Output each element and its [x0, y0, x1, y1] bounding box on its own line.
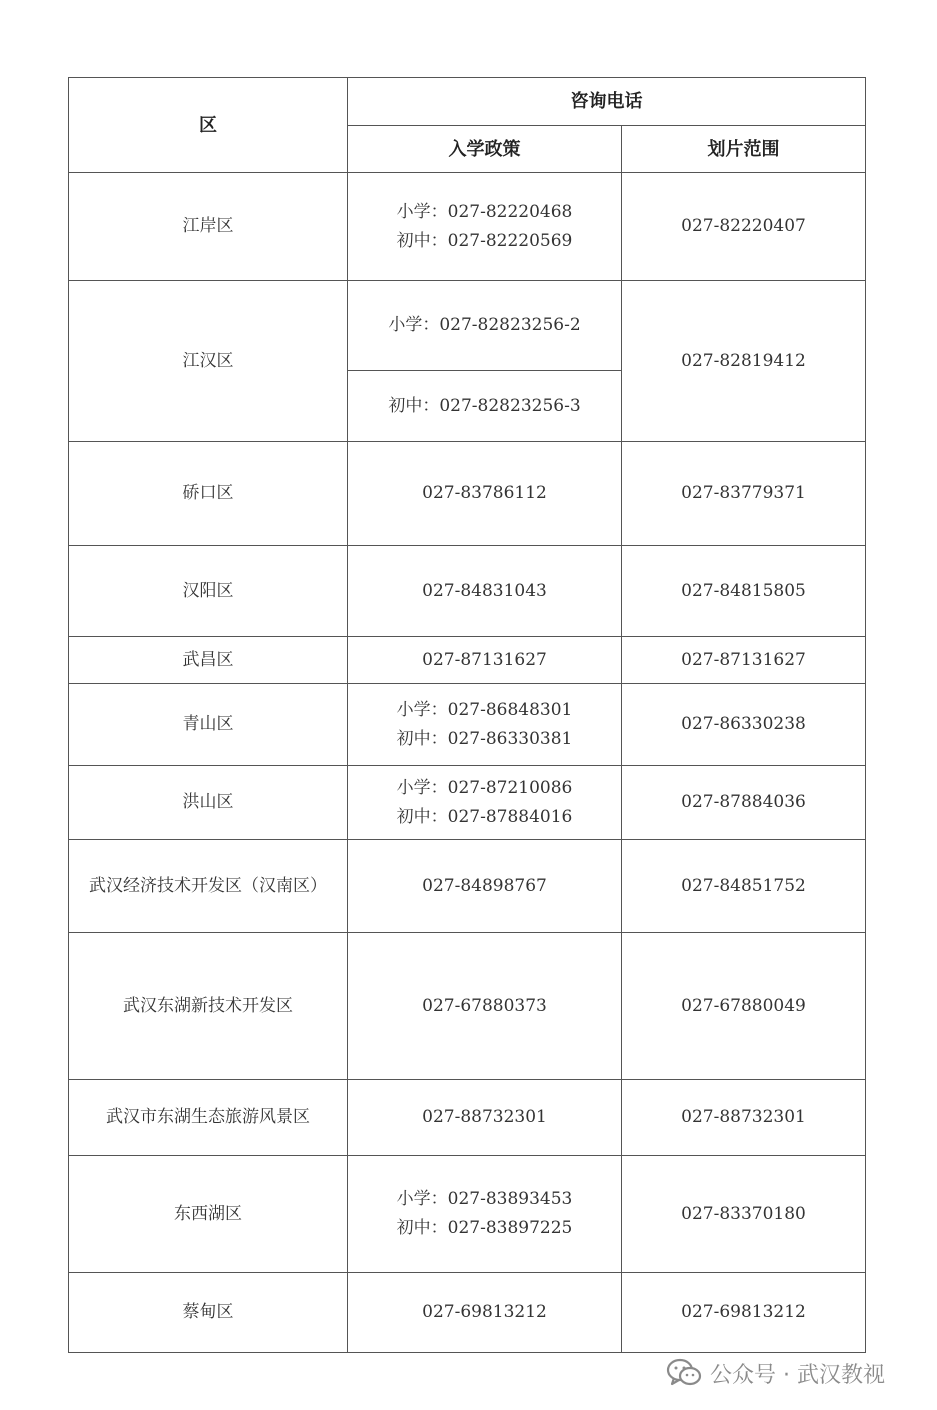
- policy-phone: 初中：027-87884016: [396, 806, 573, 827]
- policy-phone: 027-87131627: [422, 649, 547, 670]
- table-row: [69, 1080, 866, 1156]
- zoning-cell: 027-87131627: [622, 637, 866, 684]
- policy-phone: 小学：027-83893453: [396, 1189, 573, 1209]
- policy-phone: 小学：027-87210086: [396, 777, 573, 798]
- policy-cell: [348, 1273, 622, 1353]
- policy-phone: 小学：027-82220468: [396, 201, 573, 222]
- policy-cell: [348, 766, 622, 840]
- header-consult-phone: 咨询电话: [348, 78, 866, 126]
- policy-phone: 027-83786112: [422, 483, 547, 503]
- table-row: [69, 1156, 866, 1273]
- table-row: [69, 840, 866, 933]
- table-row: [69, 1273, 866, 1353]
- table-header: [69, 78, 866, 173]
- header-enrollment-policy: 入学政策: [348, 126, 622, 173]
- policy-cell: [348, 173, 622, 281]
- policy-cell: [348, 442, 622, 546]
- policy-phone: 小学：027-86848301: [396, 699, 573, 720]
- district-cell: 东西湖区: [69, 1156, 348, 1273]
- district-cell: 武汉经济技术开发区（汉南区）: [69, 840, 348, 933]
- table-row: [69, 766, 866, 840]
- policy-phone: 027-84898767: [422, 875, 547, 896]
- policy-phone: 027-67880373: [422, 995, 547, 1016]
- district-cell: 江汉区: [69, 281, 348, 442]
- table-row: [69, 684, 866, 766]
- header-zoning-scope: 划片范围: [622, 126, 866, 173]
- policy-cell: [348, 1156, 622, 1273]
- policy-cell: [348, 1080, 622, 1156]
- consultation-phone-table: [68, 77, 866, 1353]
- policy-cell: [348, 840, 622, 933]
- policy-cell: [348, 546, 622, 637]
- policy-cell: 小学：027-82823256-2: [348, 281, 622, 371]
- zoning-cell: 027-83370180: [622, 1156, 866, 1273]
- wechat-watermark: [666, 1355, 885, 1391]
- zoning-cell: 027-84815805: [622, 546, 866, 637]
- zoning-cell: 027-69813212: [622, 1273, 866, 1353]
- policy-phone: 027-84831043: [422, 580, 547, 601]
- district-cell: 洪山区: [69, 766, 348, 840]
- policy-phone: 初中：027-86330381: [396, 728, 573, 749]
- zoning-cell: 027-83779371: [622, 442, 866, 546]
- table-row: [69, 637, 866, 684]
- district-cell: 蔡甸区: [69, 1273, 348, 1353]
- policy-phone: 027-88732301: [422, 1107, 547, 1127]
- policy-phone: 027-69813212: [422, 1302, 547, 1322]
- table-row: [69, 546, 866, 637]
- district-cell: 汉阳区: [69, 546, 348, 637]
- district-cell: 青山区: [69, 684, 348, 766]
- policy-cell: 初中：027-82823256-3: [348, 371, 622, 442]
- district-cell: 武汉东湖新技术开发区: [69, 933, 348, 1080]
- policy-cell: [348, 637, 622, 684]
- policy-phone: 初中：027-83897225: [396, 1218, 573, 1238]
- district-cell: 武昌区: [69, 637, 348, 684]
- zoning-cell: 027-82819412: [622, 281, 866, 442]
- table-row: [69, 173, 866, 281]
- header-district: 区: [69, 78, 348, 173]
- zoning-cell: 027-88732301: [622, 1080, 866, 1156]
- district-cell: 武汉市东湖生态旅游风景区: [69, 1080, 348, 1156]
- zoning-cell: 027-84851752: [622, 840, 866, 933]
- table-row: [69, 933, 866, 1080]
- district-cell: 江岸区: [69, 173, 348, 281]
- zoning-cell: 027-82220407: [622, 173, 866, 281]
- policy-phone: 初中：027-82220569: [396, 230, 573, 251]
- policy-cell: [348, 933, 622, 1080]
- table-row: [69, 281, 866, 371]
- table-row: [69, 442, 866, 546]
- zoning-cell: 027-67880049: [622, 933, 866, 1080]
- zoning-cell: 027-86330238: [622, 684, 866, 766]
- district-cell: 硚口区: [69, 442, 348, 546]
- watermark-text: 公众号 · 武汉教视: [710, 1362, 885, 1388]
- policy-cell: [348, 684, 622, 766]
- zoning-cell: 027-87884036: [622, 766, 866, 840]
- wechat-icon: [666, 1358, 702, 1388]
- table-body: [69, 173, 866, 1353]
